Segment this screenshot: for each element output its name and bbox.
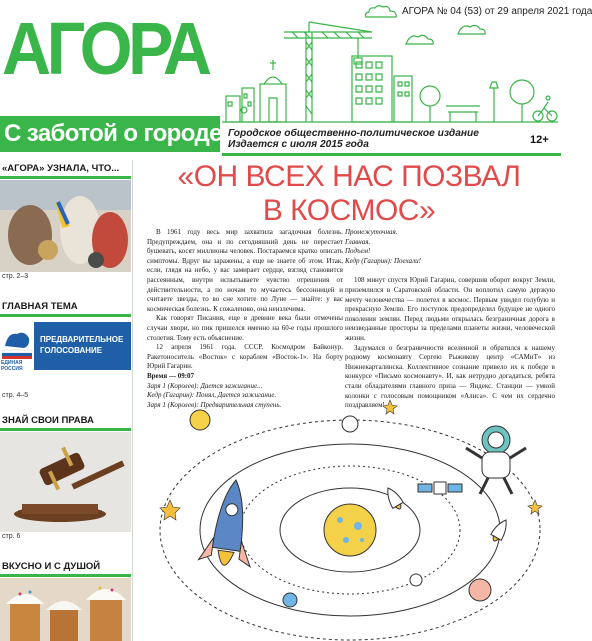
photo-thumbnail-easter-cakes[interactable] bbox=[0, 578, 131, 641]
star-icon bbox=[383, 400, 397, 414]
planet-icon bbox=[410, 574, 422, 586]
dialogue-line: Кедр (Гагарин): Понял, Дается зажигание. bbox=[147, 391, 277, 400]
age-rating: 12+ bbox=[530, 134, 549, 146]
planet-icon bbox=[283, 593, 297, 607]
slogan: С заботой о городе bbox=[4, 120, 222, 147]
section-title-know-your-rights[interactable]: ЗНАЙ СВОИ ПРАВА bbox=[2, 415, 94, 426]
satellite-icon bbox=[418, 482, 462, 494]
newspaper-logo: АГОРА bbox=[2, 7, 208, 90]
section-title-tasty[interactable]: ВКУСНО И С ДУШОЙ bbox=[2, 561, 101, 572]
preliminary-vote-box: ПРЕДВАРИТЕЛЬНОЕ ГОЛОСОВАНИЕ bbox=[34, 322, 131, 370]
dialogue-line: Промежуточная. bbox=[345, 228, 398, 236]
masthead-divider bbox=[222, 153, 561, 156]
section-title-agora-learned[interactable]: «АГОРА» УЗНАЛА, ЧТО... bbox=[2, 163, 120, 174]
planet-icon bbox=[469, 579, 491, 601]
planet-icon bbox=[342, 416, 358, 432]
time-label: Время — 09:07 bbox=[147, 371, 195, 380]
dialogue-line: Подъем! bbox=[345, 247, 371, 256]
paragraph: Как говорят Писания, еще в древние века были отмечены случаи хвори, но пик пришелся именно на 60-е годы прошлого столетия. Тому есть объяснение. bbox=[147, 314, 343, 342]
section-title-main-topic[interactable]: ГЛАВНАЯ ТЕМА bbox=[2, 301, 78, 312]
small-rocket-icon bbox=[489, 517, 511, 544]
paragraph: В 1961 году весь мир захватила загадочная болезнь. Предупреждаем, она и по сегодняшний день не перестает бушевать, косят миллионы человек. Постараемся кратко описать симптомы. Вдруг вы заражены, а еще не знаете об этом. Итак, если, глядя на небо, у вас замирает сердце, взгляд становится рассеянным, внутри испытываете чувство отрешения от действительности, а по ночам то мучаетесь бессонницей и считаете звезды, то во сне хотите по Луне — знайте: у вас космическая болезнь. К сожалению, она неизлечима. bbox=[147, 228, 343, 313]
tagline-line-2: Издается с июля 2015 года bbox=[228, 139, 369, 150]
dialogue-line: Кедр (Гагарин): Поехали! bbox=[345, 256, 421, 265]
issue-info: АГОРА № 04 (53) от 29 апреля 2021 года bbox=[402, 6, 592, 17]
center-planet-icon bbox=[324, 504, 376, 556]
photo-thumbnail-gavel[interactable] bbox=[0, 432, 131, 532]
masthead bbox=[0, 0, 592, 158]
sidebar-contents bbox=[0, 160, 131, 641]
paragraph: 12 апреля 1961 года. СССР. Космодром Байконур. Ракетоноситель «Восток» с кораблем «Восток-1». На борту Юрий Гагарин. bbox=[147, 343, 343, 371]
section-bar bbox=[0, 428, 131, 431]
cloud-icon bbox=[363, 3, 399, 19]
party-name: ЕДИНАЯ РОССИЯ bbox=[1, 360, 23, 372]
astronaut-icon bbox=[466, 426, 526, 494]
star-icon bbox=[528, 500, 542, 514]
article-headline: «ОН ВСЕХ НАС ПОЗВАЛ В КОСМОС» bbox=[177, 160, 521, 227]
page-ref: стр. 6 bbox=[2, 533, 21, 540]
section-bar bbox=[0, 574, 131, 577]
dialogue-line: Заря 1 (Королев): Дается зажигание... bbox=[147, 381, 263, 390]
space-illustration bbox=[140, 380, 560, 641]
small-rocket-icon bbox=[383, 485, 405, 512]
paragraph: Задумался о безграничности вселенной и обратился к нашему родному космонавту Сергею Рыжикову центр «САМиТ» из Нижнекарталинска. Коллективное сознание привело их к победе в конкурсе «Письмо космонавту». И, как нетрудно догадаться, ребята стали обладателями главного приза — Яндекс. Станции — умной колонки с голосовым помощником «Алиса». С чем их сердечно поздравляем! bbox=[345, 343, 555, 410]
paragraph: 108 минут спустя Юрий Гагарин, совершив оборот вокруг Земли, приземлился в Саратовской области. Он воплотил самую дерзкую мечту человечества — полетел в космос. Первым увидел голубую и прекрасную Землю. Его поступок предопределил будущее не одного поколения землян. Перед людьми открылась безграничная дорога в неизведанные просторы за пределами планеты жизни, человеческой жизни. bbox=[345, 276, 555, 342]
page-ref: стр. 4–5 bbox=[2, 392, 29, 399]
section-bar bbox=[0, 314, 131, 317]
photo-thumbnail-celebration[interactable] bbox=[0, 180, 131, 272]
city-skyline-illustration bbox=[222, 18, 558, 128]
spacer bbox=[345, 266, 555, 276]
page-ref: стр. 2–3 bbox=[2, 273, 29, 280]
dialogue-line: Заря 1 (Королев): Предварительная ступень. bbox=[147, 400, 282, 409]
dialogue-line: Главная. bbox=[345, 237, 371, 246]
section-bar bbox=[0, 176, 131, 179]
column-divider bbox=[132, 160, 133, 641]
tagline bbox=[228, 128, 479, 150]
star-icon bbox=[160, 500, 180, 520]
planet-icon bbox=[190, 410, 210, 430]
rocket-icon bbox=[198, 476, 261, 568]
tagline-line-1: Городское общественно-политическое издание bbox=[228, 128, 479, 139]
election-banner[interactable] bbox=[0, 318, 131, 378]
